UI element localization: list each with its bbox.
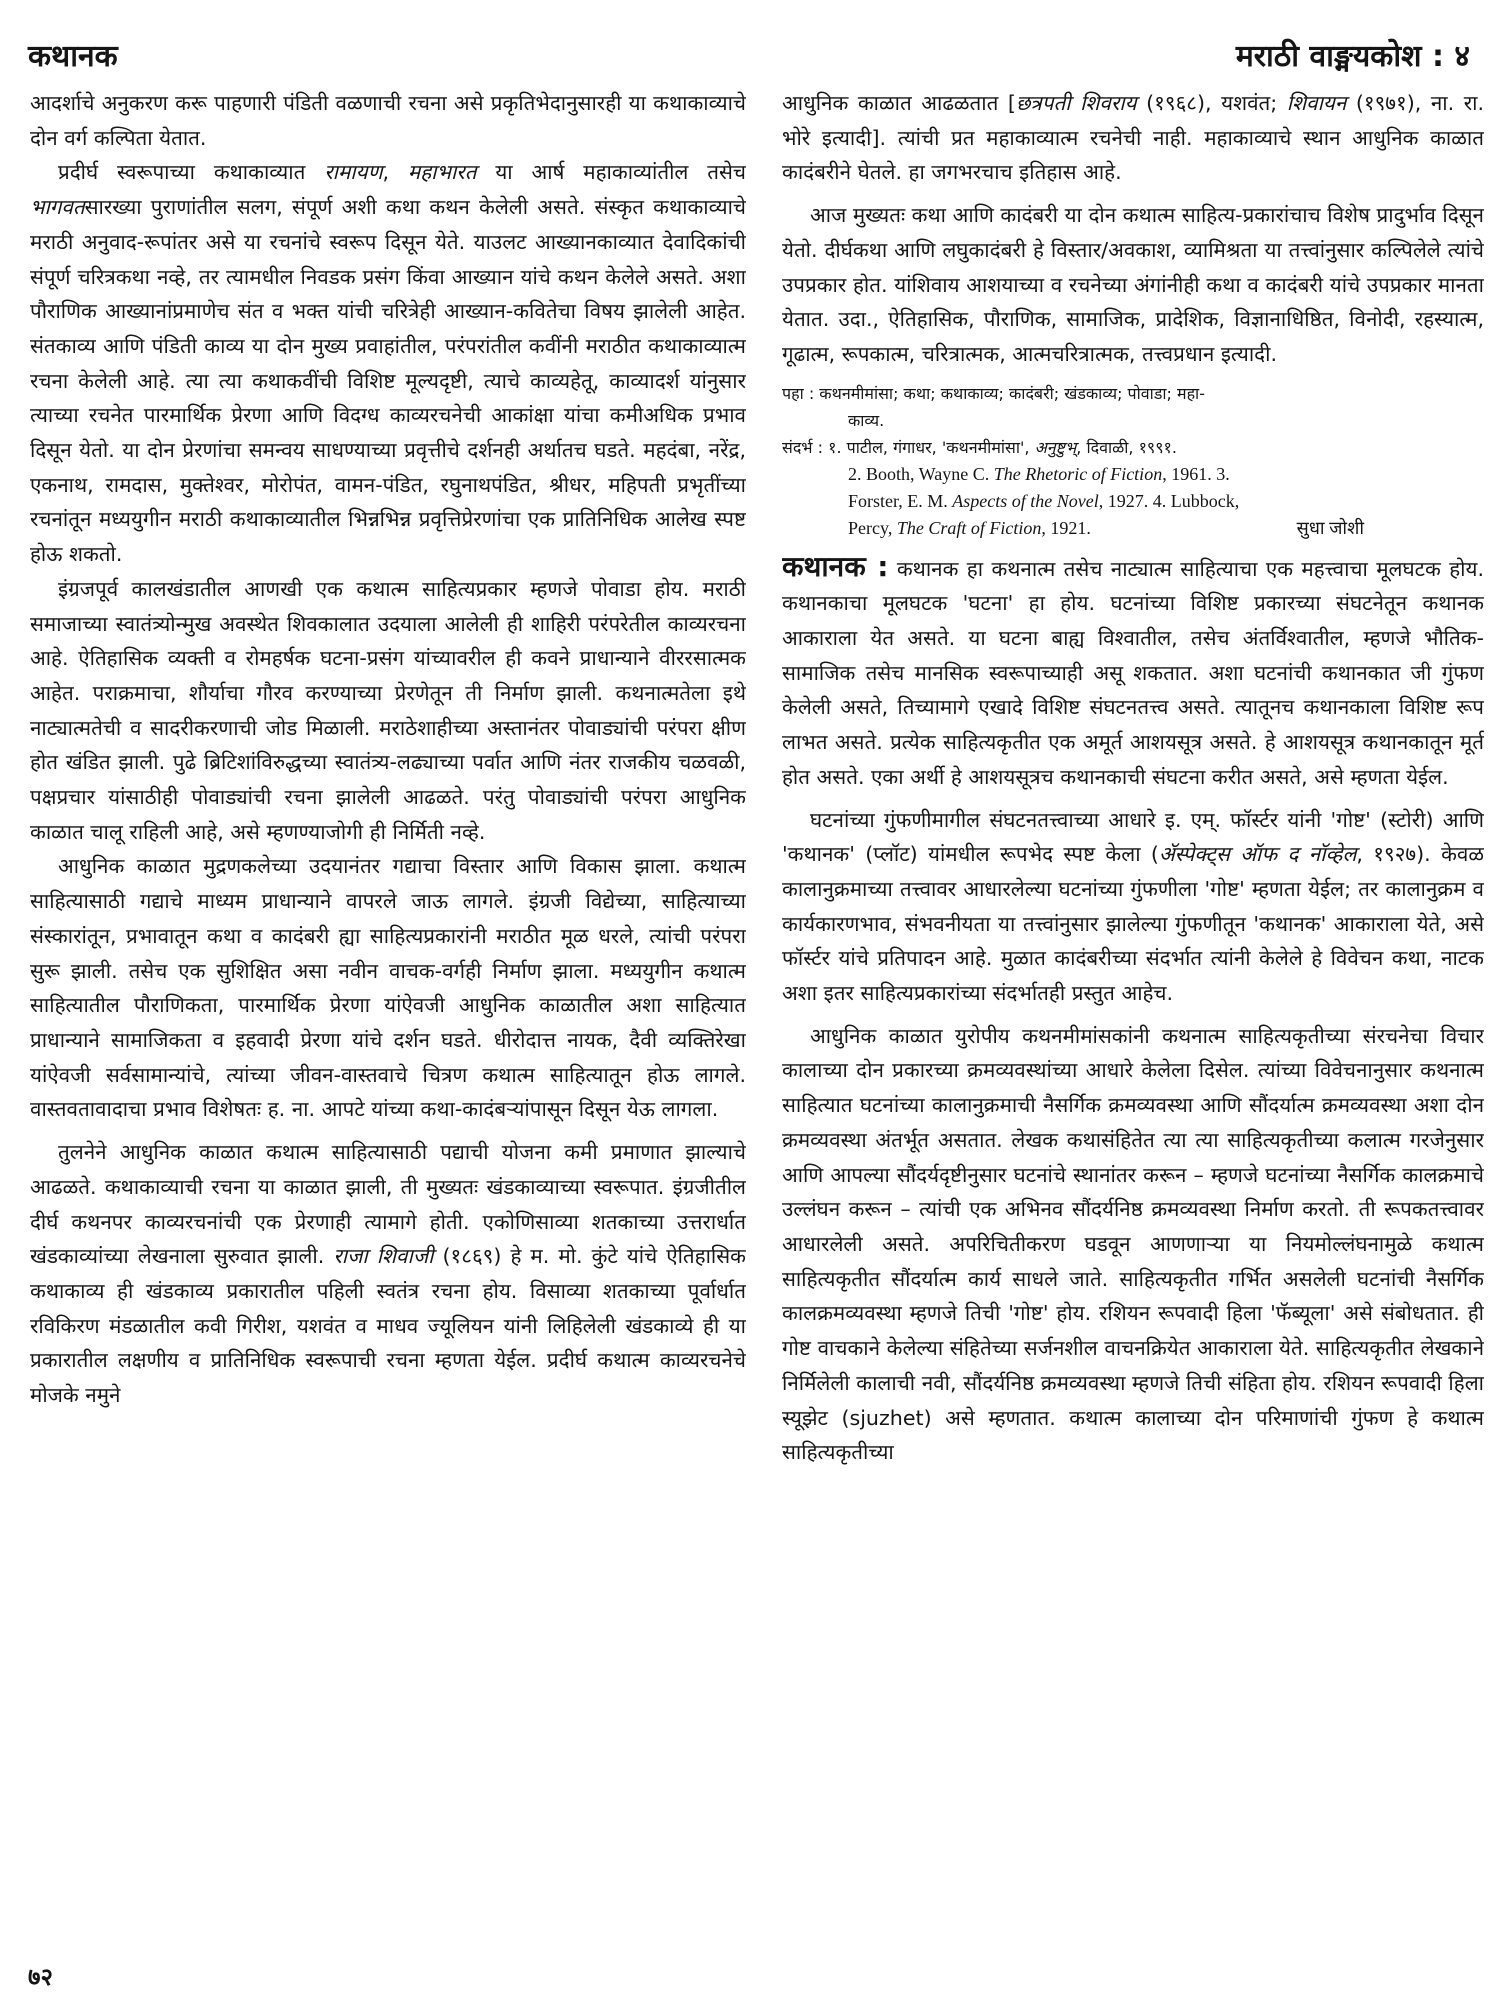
text-run: , दिवाळी, १९९१. [1076, 437, 1177, 457]
left-column [30, 86, 746, 1946]
book-title: The Rhetoric of Fiction [993, 463, 1163, 484]
see-also-continued: काव्य. [848, 410, 885, 430]
text-run: 'कथनमीमांसा' [941, 437, 1025, 457]
entry-paragraph-1 [782, 550, 1484, 795]
work-title-mahabharat: महाभारत [407, 160, 477, 185]
text-run: आधुनिक काळात आढळतात [ [782, 91, 1016, 115]
running-head-left: कथानक [28, 39, 118, 74]
page-number: ७२ [28, 1963, 53, 1991]
text-run: , 1961. 3. [1162, 463, 1230, 484]
text-run: , [1024, 437, 1035, 457]
author-signature: सुधा जोशी [1296, 517, 1364, 538]
text-run: (१९६८), यशवंत; [1136, 91, 1287, 115]
text-run: १. पाटील, गंगाधर, [823, 437, 942, 457]
book-title: Aspects of the Novel [952, 490, 1099, 511]
text-run: (१९७१), ना. रा. भोरे इत्यादी]. त्यांची प्रत महाकाव्यात्म रचनेची नाही. महाकाव्याचे स्थान आधुनिक काळात कादंबरीने घेतले. हा जगभरचाच इतिहास आहे. [782, 91, 1484, 185]
text-run: 2. Booth, Wayne C. [848, 463, 994, 484]
text-run: तुलनेने आधुनिक काळात कथात्म साहित्यासाठी पद्याची योजना कमी प्रमाणात झाल्याचे आढळते. कथाकाव्याची रचना या काळात झाली, ती मुख्यतः खंडकाव्याच्या स्वरूपात. इंग्रजीतील दीर्घ कथनपर काव्यरचनांची एक प्रेरणाही त्यामागे होती. एकोणिसाव्या शतकाच्या उत्तरार्धात खंडकाव्यांच्या लेखनाला सुरुवात झाली. [30, 1140, 746, 1269]
text-run: प्रदीर्घ स्वरूपाच्या कथाकाव्यात [58, 160, 325, 185]
right-paragraph-1 [782, 86, 1484, 190]
reference-3 [782, 488, 1484, 515]
left-paragraph-5 [30, 1135, 746, 1413]
references-block [782, 380, 1484, 542]
book-title: The Craft of Fiction [896, 517, 1042, 538]
text-run: , १९२७). केवळ कालानुक्रमाच्या तत्त्वावर आधारलेल्या घटनांच्या गुंफणीला 'गोष्ट' म्हणता येईल; तर कालानुक्रम व कार्यकारणभाव, संभवनीयता या तत्त्वांनुसार झालेल्या गुंफणीतून 'कथानक' आकाराला येते, असे फॉर्स्टर यांचे प्रतिपादन आहे. मुळात कादंबरीच्या संदर्भात त्यांनी केलेले हे विवेचन कथा, नाटक अशा इतर साहित्यप्रकारांच्या संदर्भातही प्रस्तुत आहेच. [782, 842, 1484, 1006]
page-header [0, 34, 1500, 74]
reference-1 [782, 434, 1484, 461]
left-paragraph-1: आदर्शाचे अनुकरण करू पाहणारी पंडिती वळणाची रचना असे प्रकृतिभेदानुसारही या कथाकाव्याचे दोन वर्ग कल्पिता येतात. [30, 91, 746, 150]
see-also-text: कथनमीमांसा; कथा; कथाकाव्य; कादंबरी; खंडकाव्य; पोवाडा; महा- [814, 383, 1205, 403]
work-title-bhagvat: भागवत [30, 195, 85, 220]
text-run: , 1921. [1041, 517, 1091, 538]
text-run: Percy, [848, 517, 897, 538]
left-paragraph-3: इंग्रजपूर्व कालखंडातील आणखी एक कथात्म साहित्यप्रकार म्हणजे पोवाडा होय. मराठी समाजाच्या स्वातंत्र्योन्मुख अवस्थेत शिवकालात उदयाला आलेली ही शाहिरी परंपरेतील काव्यरचना आहे. ऐतिहासिक व्यक्ती व रोमहर्षक घटना-प्रसंग यांच्यावरील ही कवने प्राधान्याने वीररसात्मक आहेत. पराक्रमाचा, शौर्याचा गौरव करण्याच्या प्रेरणेतून ती निर्माण झाली. कथनात्मतेला इथे नाट्यात्मतेची व सादरीकरणाची जोड मिळाली. मराठेशाहीच्या अस्तानंतर पोवाड्यांची परंपरा क्षीण होत खंडित झाली. पुढे ब्रिटिशांविरुद्धच्या स्वातंत्र्य-लढ्याच्या पर्वात आणि नंतर राजकीय चळवळी, पक्षप्रचार यांसाठीही पोवाड्यांची रचना झालेली आढळते. परंतु पोवाड्यांची परंपरा आधुनिक काळात चालू राहिली आहे, असे म्हणण्याजोगी ही निर्मिती नव्हे. [30, 576, 746, 844]
right-paragraph-2: आज मुख्यतः कथा आणि कादंबरी या दोन कथात्म साहित्य-प्रकारांचाच विशेष प्रादुर्भाव दिसून येतो. दीर्घकथा आणि लघुकादंबरी हे विस्तार/अवकाश, व्यामिश्रता या तत्त्वांनुसार कल्पिलेले त्यांचे उपप्रकार होत. यांशिवाय आशयाच्या व रचनेच्या अंगांनीही कथा व कादंबरी यांचे उपप्रकार मानता येतात. उदा., ऐतिहासिक, पौराणिक, सामाजिक, प्रादेशिक, विज्ञानाधिष्ठित, विनोदी, रहस्यात्म, गूढात्म, रूपकात्म, चरित्रात्मक, आत्मचरित्रात्मक, तत्त्वप्रधान इत्यादी. [782, 203, 1484, 366]
reference-4 [782, 515, 1484, 542]
left-paragraph-2 [30, 155, 746, 571]
text-run: सारख्या पुराणांतील सलग, संपूर्ण अशी कथा कथन केलेली असते. संस्कृत कथाकाव्याचे मराठी अनुवाद-रूपांतर असे या रचनांचे स्वरूप दिसून येते. याउलट आख्यानकाव्यात देवादिकांची संपूर्ण चरित्रकथा नव्हे, तर त्यामधील निवडक प्रसंग किंवा आख्यान यांचे कथन केलेले असते. अशा पौराणिक आख्यानांप्रमाणेच संत व भक्त यांची चरित्रेही आख्यान-कवितेचा विषय झालेली आहेत. संतकाव्य आणि पंडिती काव्य या दोन मुख्य प्रवाहांतील, परंपरांतील कवींनी मराठीत कथाकाव्यात्म रचना केलेली आहे. त्या त्या कथाकवींची विशिष्ट मूल्यदृष्टी, त्याचे काव्यहेतू, काव्यादर्श यांनुसार त्याच्या रचनेत पारमार्थिक प्रेरणा आणि विदग्ध काव्यरचनेची आकांक्षा यांचा कमीअधिक प्रभाव दिसून येतो. या दोन प्रेरणांचा समन्वय साधण्याच्या प्रवृत्तीचे दर्शनही अर्थातच घडते. महदंबा, नरेंद्र, एकनाथ, रामदास, मुक्तेश्वर, मोरोपंत, वामन-पंडित, रघुनाथपंडित, श्रीधर, महिपती प्रभृतींच्या रचनांतून मध्ययुगीन मराठी कथाकाव्यातील भिन्नभिन्न प्रवृत्तिप्रेरणांचा एक प्रातिनिधिक आलेख स्पष्ट होऊ शकतो. [30, 195, 746, 567]
see-also [782, 380, 1484, 407]
work-title-ramayan: रामायण [324, 160, 383, 185]
entry-paragraph-3: आधुनिक काळात युरोपीय कथनमीमांसकांनी कथनात्म साहित्यकृतीच्या संरचनेचा विचार कालाच्या दोन प्रकारच्या क्रमव्यवस्थांच्या आधारे केलेला दिसेल. त्यांच्या विवेचनानुसार कथनात्म साहित्यात घटनांच्या कालानुक्रमाची नैसर्गिक क्रमव्यवस्था आणि सौंदर्यात्म क्रमव्यवस्था अशा दोन क्रमव्यवस्था अंतर्भूत असतात. लेखक कथासंहितेत त्या त्या साहित्यकृतीच्या कलात्म गरजेनुसार आणि आपल्या सौंदर्यदृष्टीनुसार घटनांचे स्थानांतर करून – म्हणजे घटनांच्या नैसर्गिक कालक्रमाचे उल्लंघन करून – त्यांची एक अभिनव सौंदर्यनिष्ठ क्रमव्यवस्था निर्माण करतो. ती रूपकतत्त्वावर आधारलेली असते. अपरिचितीकरण घडवून आणणाऱ्या या नियमोल्लंघनामुळे कथात्म साहित्यकृतीत सौंदर्यात्म कार्य साधले जाते. साहित्यकृतीत गर्भित असलेली घटनांची नैसर्गिक कालक्रमव्यवस्था म्हणजे तिची 'गोष्ट' होय. रशियन रूपवादी हिला 'फॅब्यूला' असे संबोधतात. ही गोष्ट वाचकाने केलेल्या संहितेच्या सर्जनशील वाचनक्रियेत आकाराला येते. साहित्यकृतीत लेखकाने निर्मिलेली कालाची नवी, सौंदर्यनिष्ठ क्रमव्यवस्था म्हणजे तिची संहिता होय. रशियन रूपवादी हिला स्यूझेट (sjuzhet) असे म्हणतात. कथात्म कालाच्या दोन परिमाणांची गुंफण हे कथात्म साहित्यकृतीच्या [782, 1023, 1484, 1465]
text-run: घटनांच्या गुंफणीमागील संघटनतत्त्वाच्या आधारे इ. एम्. फॉर्स्टर यांनी 'गोष्ट' (स्टोरी) आणि 'कथानक' (प्लॉट) यांमधील रूपभेद स्पष्ट केला ( [782, 807, 1484, 867]
right-column [782, 86, 1484, 1946]
running-head-right: मराठी वाङ्मयकोश : ४ [1235, 39, 1470, 74]
work-title-raja-shivaji: राजा शिवाजी [333, 1244, 434, 1269]
journal-title: अनुष्टुभ् [1034, 437, 1077, 457]
text-run: या आर्ष महाकाव्यांतील तसेच [476, 160, 746, 185]
text-run: (१८६९) हे म. मो. कुंटे यांचे ऐतिहासिक कथाकाव्य ही खंडकाव्य प्रकारातील पहिली स्वतंत्र रचना होय. विसाव्या शतकाच्या पूर्वार्धात रविकिरण मंडळातील कवी गिरीश, यशवंत व माधव ज्यूलियन यांनी लिहिलेली खंडकाव्ये ही या प्रकारातील लक्षणीय व प्रातिनिधिक स्वरूपाची रचना म्हणता येईल. प्रदीर्घ कथात्म काव्यरचनेचे मोजके नमुने [30, 1244, 746, 1408]
text-run: कथानक हा कथनात्म तसेच नाट्यात्म साहित्याचा एक महत्त्वाचा मूलघटक होय. कथानकाचा मूलघटक 'घटना' हा होय. घटनांच्या विशिष्ट प्रकारच्या संघटनेतून कथानक आकाराला येत असते. या घटना बाह्य विश्वातील, तसेच अंतर्विश्वातील, म्हणजे भौतिक-सामाजिक तसेच मानसिक स्वरूपाच्याही असू शकतात. अशा घटनांची कथानकात जी गुंफण केलेली असते, तिच्यामागे एखादे विशिष्ट संघटनतत्त्व असते. त्यातूनच कथानकाला विशिष्ट रूप लाभत असते. प्रत्येक साहित्यकृतीत एक अमूर्त आशयसूत्र असते. हे आशयसूत्र कथानकातून मूर्त होत असते. एका अर्थी हे आशयसूत्रच कथानकाची संघटना करीत असते, असे म्हणता येईल. [782, 556, 1484, 789]
see-also-label: पहा : [782, 383, 815, 403]
work-title-shivayan: शिवायन [1286, 91, 1347, 115]
work-title-chhatrapati-shivray: छत्रपती शिवराय [1015, 91, 1137, 115]
work-title-aspects: ॲस्पेक्ट्स ऑफ द नॉव्हेल [1158, 842, 1357, 867]
entry-paragraph-2 [782, 803, 1484, 1011]
text-run: , 1927. 4. Lubbock, [1098, 490, 1240, 511]
text-run: , [382, 160, 408, 185]
reference-2 [782, 461, 1484, 488]
text-run: Forster, E. M. [848, 490, 953, 511]
references-label: संदर्भ : [782, 437, 824, 457]
left-paragraph-4: आधुनिक काळात मुद्रणकलेच्या उदयानंतर गद्याचा विस्तार आणि विकास झाला. कथात्म साहित्यासाठी गद्याचे माध्यम प्राधान्याने वापरले जाऊ लागले. इंग्रजी विद्येच्या, साहित्याच्या संस्कारांतून, प्रभावातून कथा व कादंबरी ह्या साहित्यप्रकारांनी मराठीत मूळ धरले, त्यांची परंपरा सुरू झाली. तसेच एक सुशिक्षित असा नवीन वाचक-वर्गही निर्माण झाला. मध्ययुगीन कथात्म साहित्यातील पौराणिकता, पारमार्थिक प्रेरणा यांऐवजी आधुनिक काळातील अशा साहित्यात प्राधान्याने सामाजिकता व इहवादी प्रेरणा यांचे दर्शन घडते. धीरोदात्त नायक, दैवी व्यक्तिरेखा यांऐवजी सर्वसामान्यांचे, त्यांच्या जीवन-वास्तवाचे चित्रण कथात्म साहित्यातून होऊ लागले. वास्तवतावादाचा प्रभाव विशेषतः ह. ना. आपटे यांच्या कथा-कादंबऱ्यांपासून दिसून येऊ लागला. [30, 854, 746, 1122]
entry-heading: कथानक : [782, 549, 889, 583]
